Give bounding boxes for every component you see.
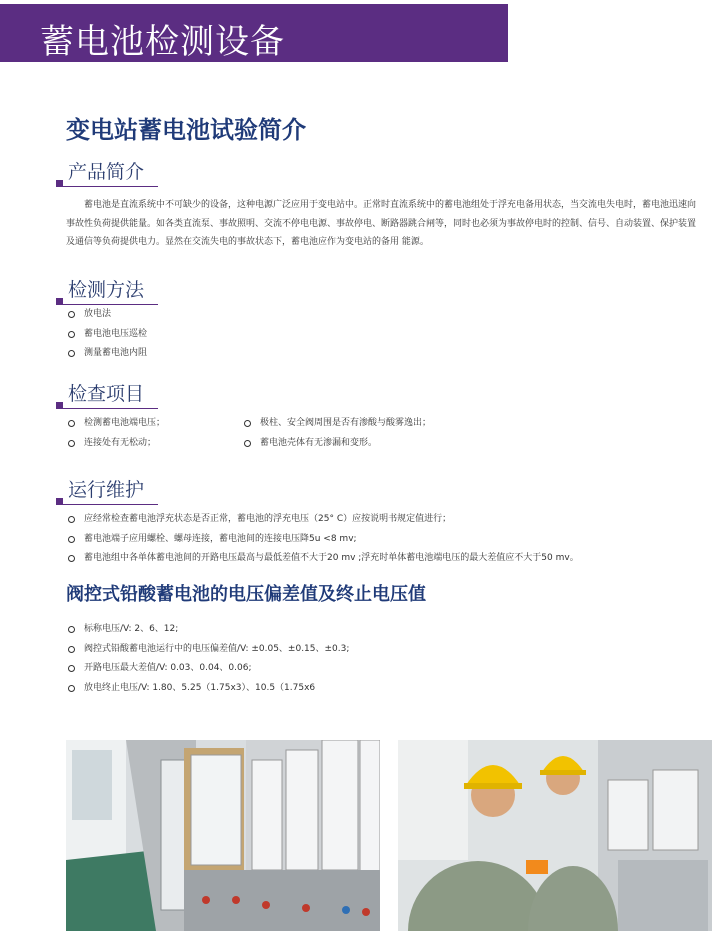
list-item (66, 640, 349, 660)
bullet-icon (68, 516, 75, 523)
voltage-section-title: 阀控式铅酸蓄电池的电压偏差值及终止电压值 (66, 584, 426, 605)
bullet-icon (244, 440, 251, 447)
list-item (242, 414, 431, 434)
section-heading-inspection (56, 379, 158, 409)
list-item-text: 蓄电池端子应用螺栓、螺母连接，蓄电池间的连接电压降5u <8 mv; (84, 533, 357, 544)
list-item-text: 应经常检查蓄电池浮充状态是否正常，蓄电池的浮充电压（25° C）应按说明书规定值进行； (84, 514, 452, 524)
bullet-icon (68, 311, 75, 318)
section-heading-method (56, 275, 158, 305)
header-banner (0, 4, 508, 62)
list-item-text: 蓄电池壳体有无渗漏和变形。 (260, 437, 378, 448)
list-item (66, 344, 147, 364)
heading-square-marker (56, 298, 63, 305)
heading-underline (56, 504, 158, 505)
inspection-list-right (242, 414, 431, 453)
method-list (66, 305, 147, 364)
list-item-text: 蓄电池电压巡检 (84, 328, 148, 339)
section-heading-label: 运行维护 (68, 479, 145, 501)
section-heading-intro (56, 157, 158, 187)
bullet-icon (68, 555, 75, 562)
section-heading-label: 检查项目 (68, 383, 145, 405)
list-item-text: 放电终止电压/V: 1.80、5.25（1.75x3）、10.5（1.75x6 (84, 682, 316, 693)
heading-square-marker (56, 180, 63, 187)
heading-square-marker (56, 402, 63, 409)
battery-room-photo (66, 740, 380, 931)
list-item (66, 549, 579, 569)
list-item (66, 679, 349, 699)
list-item (66, 530, 579, 550)
section-heading-label: 检测方法 (68, 279, 145, 301)
heading-square-marker (56, 498, 63, 505)
bullet-icon (68, 665, 75, 672)
heading-underline (56, 186, 158, 187)
bullet-icon (244, 420, 251, 427)
battery-room-illustration (66, 740, 380, 931)
list-item (66, 659, 349, 679)
list-item (66, 434, 165, 454)
list-item (66, 325, 147, 345)
list-item-text: 阀控式铅酸蓄电池运行中的电压偏差值/V: ±0.05、±0.15、±0.3; (84, 643, 350, 654)
list-item (66, 414, 165, 434)
bullet-icon (68, 685, 75, 692)
list-item-text: 蓄电池组中各单体蓄电池间的开路电压最高与最低差值不大于20 mv ;浮充时单体蓄电池端电压的最大差值应不大于50 mv。 (84, 553, 579, 563)
list-item-text: 检测蓄电池端电压； (84, 418, 166, 428)
list-item (66, 305, 147, 325)
bullet-icon (68, 440, 75, 447)
bullet-icon (68, 646, 75, 653)
technicians-photo (398, 740, 712, 931)
technicians-illustration (398, 740, 712, 931)
bullet-icon (68, 420, 75, 427)
list-item-text: 测量蓄电池内阻 (84, 348, 148, 358)
bullet-icon (68, 331, 75, 338)
list-item-text: 极柱、安全阀周围是否有渗酸与酸雾逸出； (260, 418, 432, 428)
inspection-list-left (66, 414, 165, 453)
bullet-icon (68, 350, 75, 357)
list-item-text: 放电法 (84, 309, 112, 319)
bullet-icon (68, 536, 75, 543)
voltage-list (66, 620, 349, 698)
heading-underline (56, 408, 158, 409)
bullet-icon (68, 626, 75, 633)
list-item-text: 连接处有无松动； (84, 437, 157, 448)
intro-paragraph: 蓄电池是直流系统中不可缺少的设备，这种电源广泛应用于变电站中。正常时直流系统中的蓄电池组处于浮充电备用状态，当交流电失电时，蓄电池迅速向事故性负荷提供能量。如各类直流泵、事故照明、交流不停电电源、事故停电、断路器跳合闸等，同时也必须为事故停电时的控制、信号、自动装置、保护装置及通信等负荷提供电力。显然在交流失电的事故状态下，蓄电池应作为变电站的备用 能源。 (66, 200, 697, 247)
list-item (66, 510, 579, 530)
banner-title: 蓄电池检测设备 (40, 22, 285, 62)
list-item-text: 标称电压/V: 2、6、12; (84, 624, 179, 634)
section-heading-label: 产品简介 (68, 161, 145, 183)
section-heading-maintenance (56, 475, 158, 505)
list-item-text: 开路电压最大差值/V: 0.03、0.04、0.06; (84, 663, 252, 673)
maintenance-list (66, 510, 579, 569)
page-title: 变电站蓄电池试验简介 (66, 116, 306, 144)
list-item (242, 434, 431, 454)
list-item (66, 620, 349, 640)
